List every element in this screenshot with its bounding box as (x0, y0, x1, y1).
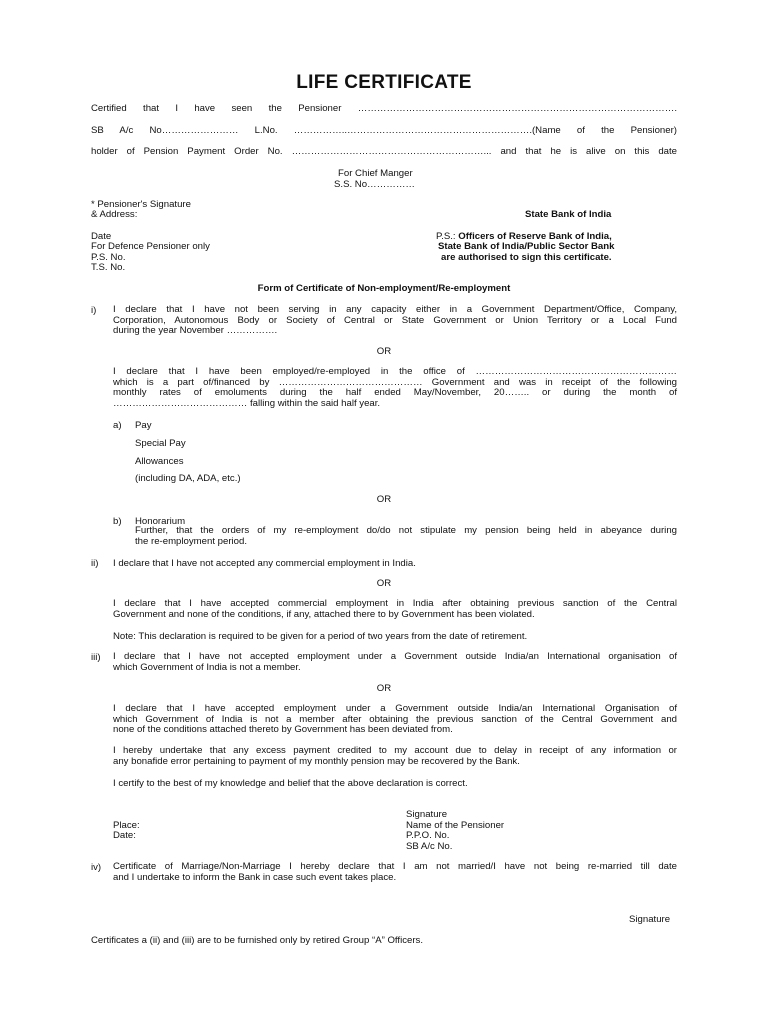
form-title: Form of Certificate of Non-employment/Re-employment (257, 283, 511, 294)
footer-note: Certificates a (ii) and (iii) are to be furnished only by retired Group “A” Officers. (91, 935, 424, 946)
section-i-number: i) (91, 305, 97, 316)
date-label: Date (91, 231, 112, 242)
section-ii-number: ii) (91, 558, 99, 569)
section-i-para-3: Further, that the orders of my re-employment do/do not stipulate my pension being held in abeyance during the re-employment period. (135, 525, 677, 547)
section-i-para-1: I declare that I have not been serving in any capacity either in a Government Department/Office, Company, Corporation, Autonomous Body or Society of Central or State Government or Union Territory or a Local Fund during the year November ……………. (113, 304, 677, 336)
ppo-no-label: P.P.O. No. (406, 830, 450, 841)
section-iv-para-1: Certificate of Marriage/Non-Marriage I hereby declare that I am not married/I have not being re-married till date and I undertake to inform the Bank in case such event takes place. (113, 861, 677, 883)
section-iv-number: iv) (91, 862, 102, 873)
pensioner-name-label: Name of the Pensioner (406, 820, 505, 831)
header-line-3: holder of Pension Payment Order No. ……………………………………………………... and that he is alive on this date (91, 146, 677, 157)
date-label: Date: (113, 830, 136, 841)
ps-line-1: Officers of Reserve Bank of India, (458, 231, 612, 242)
ps-prefix: P.S.: (436, 231, 456, 242)
chief-manager-label: For Chief Manger (338, 168, 413, 179)
header-line-1: Certified that I have seen the Pensioner ………………………………………………………………………………………. (91, 103, 677, 114)
section-i-para-2: I declare that I have been employed/re-employed in the office of ……………………………………………………… which is a part of/financed by ……………………………………… Government and was in receipt of the following monthly rates of emoluments during the half ended May/November, 20…….. or during the month of …………………………………… falling within the said half year. (113, 366, 677, 409)
signature-label: Signature (406, 809, 448, 820)
section-iii-para-1: I declare that I have not accepted employment under a Government outside India/an International organisation of which Government of India is not a member. (113, 651, 677, 673)
section-iii-para-4: I certify to the best of my knowledge and belief that the above declaration is correct. (113, 778, 468, 789)
item-including-da: (including DA, ADA, etc.) (135, 473, 241, 484)
address-label: & Address: (91, 209, 138, 220)
item-special-pay: Special Pay (135, 438, 186, 449)
item-b-label: b) (113, 516, 122, 527)
ts-no-label: T.S. No. (91, 262, 126, 273)
section-ii-para-1: I declare that I have not accepted any commercial employment in India. (113, 558, 416, 569)
ps-line-3: are authorised to sign this certificate. (441, 252, 612, 263)
header-line-2: SB A/c No…………………… L.No. ……………..………………………………………………….(Name of the Pensioner) (91, 125, 677, 136)
ss-no-label: S.S. No…………… (334, 179, 416, 190)
pensioner-signature-label: * Pensioner's Signature (91, 199, 191, 210)
or-separator: OR (376, 494, 392, 505)
section-iii-para-3: I hereby undertake that any excess payment credited to my account due to delay in receipt of any information or any bonafide error pertaining to payment of my monthly pension may be recovered by the Bank. (113, 745, 677, 767)
ps-line-2: State Bank of India/Public Sector Bank (438, 241, 615, 252)
defence-pensioner-label: For Defence Pensioner only (91, 241, 210, 252)
item-a-label: a) (113, 420, 122, 431)
bank-name: State Bank of India (525, 209, 612, 220)
sb-ac-no-label: SB A/c No. (406, 841, 453, 852)
or-separator: OR (376, 578, 392, 589)
section-iii-number: iii) (91, 652, 101, 663)
document-title: LIFE CERTIFICATE (296, 72, 472, 93)
item-allowances: Allowances (135, 456, 184, 467)
section-iii-para-2: I declare that I have accepted employment under a Government outside India/an International Organisation of which Government of India is not a member after obtaining the previous sanction of the Central Government and none of the conditions attached thereto by Government has been deviated from. (113, 703, 677, 735)
section-ii-para-2: I declare that I have accepted commercial employment in India after obtaining previous sanction of the Central Government and none of the conditions, if any, attached there to by Government has been violated. (113, 598, 677, 620)
or-separator: OR (376, 346, 392, 357)
item-pay: Pay (135, 420, 152, 431)
item-honorarium: Honorarium (135, 516, 186, 527)
place-label: Place: (113, 820, 140, 831)
or-separator: OR (376, 683, 392, 694)
section-ii-note: Note: This declaration is required to be given for a period of two years from the date of retirement. (113, 631, 528, 642)
footer-signature-label: Signature (629, 914, 671, 925)
ps-no-label: P.S. No. (91, 252, 126, 263)
